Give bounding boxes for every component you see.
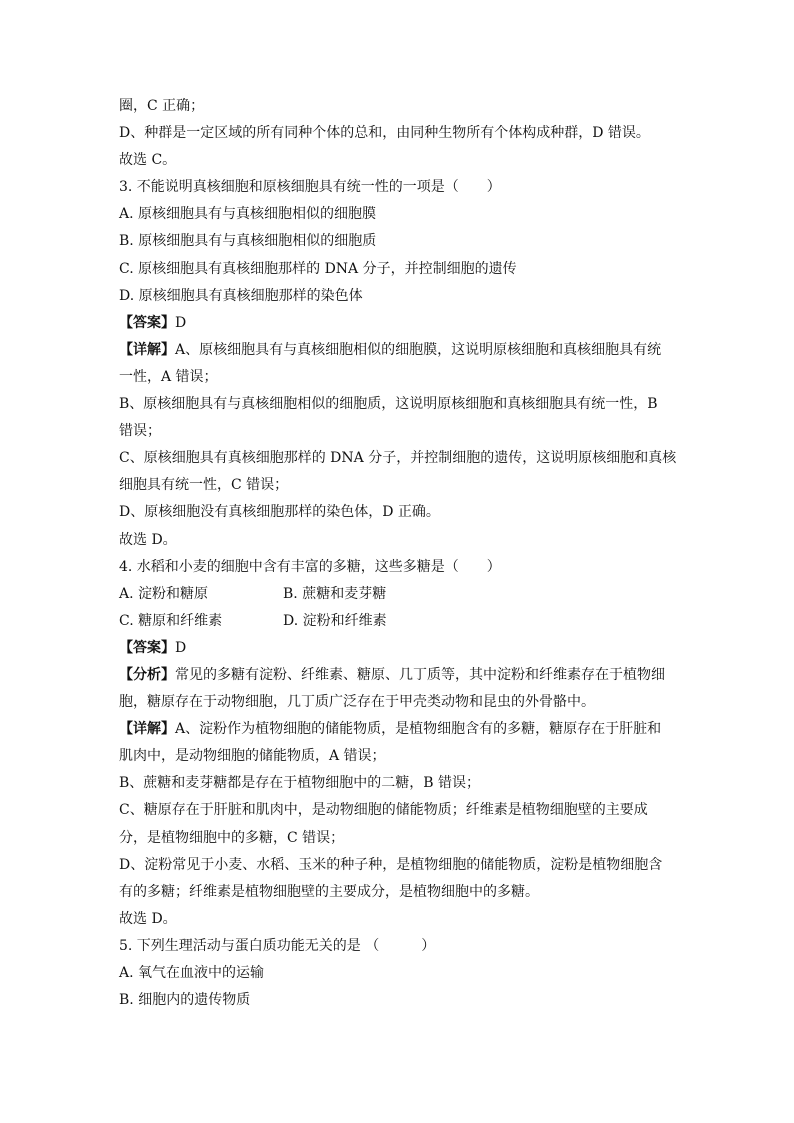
text-line: 胞，糖原存在于动物细胞，几丁质广泛存在于甲壳类动物和昆虫的外骨骼中。 (119, 694, 595, 711)
answer-tag: 【答案】 (119, 639, 175, 656)
question-3-stem: 3. 不能说明真核细胞和原核细胞具有统一性的一项是（ ） (119, 179, 501, 196)
question-4-analysis (119, 662, 679, 689)
text-line: 细胞具有统一性，C 错误； (119, 477, 289, 494)
answer-tag: 【答案】 (119, 314, 175, 331)
question-3-option-d: D. 原核细胞具有真核细胞那样的染色体 (119, 287, 363, 304)
text-line: B、蔗糖和麦芽糖都是存在于植物细胞中的二糖，B 错误； (119, 775, 481, 792)
question-4-option-a: A. 淀粉和糖原 (119, 585, 209, 602)
question-4-stem: 4. 水稻和小麦的细胞中含有丰富的多糖，这些多糖是（ ） (119, 558, 501, 575)
answer-value: D (175, 314, 187, 331)
question-3-option-c: C. 原核细胞具有真核细胞那样的 DNA 分子，并控制细胞的遗传 (119, 260, 517, 277)
question-4-explanation (119, 716, 679, 743)
question-5-option-a: A. 氧气在血液中的运输 (119, 965, 265, 981)
question-3-option-b: B. 原核细胞具有与真核细胞相似的细胞质 (119, 233, 377, 250)
question-4-options-row (119, 608, 679, 635)
question-5-option-b: B. 细胞内的遗传物质 (119, 992, 251, 1009)
answer-value: D (175, 639, 187, 656)
text-line: 有的多糖；纤维素是植物细胞壁的主要成分，是植物细胞中的多糖。 (119, 883, 539, 900)
text-line: 圈，C 正确； (119, 98, 205, 114)
question-3-explanation (119, 337, 679, 364)
text-line: D、淀粉常见于小麦、水稻、玉米的种子种，是植物细胞的储能物质，淀粉是植物细胞含 (119, 856, 663, 873)
question-4-option-b: B. 蔗糖和麦芽糖 (283, 585, 387, 602)
text-line: C、糖原存在于肝脏和肌肉中，是动物细胞的储能物质；纤维素是植物细胞壁的主要成 (119, 802, 648, 819)
text-line: 肌肉中，是动物细胞的储能物质，A 错误； (119, 748, 386, 765)
text-line: 故选 D。 (119, 531, 177, 548)
text-line: 分，是植物细胞中的多糖，C 错误； (119, 829, 345, 846)
text-line: C、原核细胞具有真核细胞那样的 DNA 分子，并控制细胞的遗传，这说明原核细胞和真核 (119, 450, 677, 467)
question-5-stem: 5. 下列生理活动与蛋白质功能无关的是 （ ） (119, 937, 436, 954)
explanation-tag: 【详解】 (119, 341, 175, 358)
text-line: D、种群是一定区域的所有同种个体的总和，由同种生物所有个体构成种群，D 错误。 (119, 125, 650, 142)
question-3-answer (119, 310, 679, 337)
question-4-options-row (119, 581, 679, 608)
document-body (119, 93, 679, 1014)
analysis-text: 常见的多糖有淀粉、纤维素、糖原、几丁质等，其中淀粉和纤维素存在于植物细 (175, 666, 665, 683)
explanation-text: A、淀粉作为植物细胞的储能物质，是植物细胞含有的多糖，糖原存在于肝脏和 (175, 721, 662, 738)
text-line: 故选 C。 (119, 152, 177, 169)
question-4-option-c: C. 糖原和纤维素 (119, 612, 223, 629)
text-line: B、原核细胞具有与真核细胞相似的细胞质，这说明原核细胞和真核细胞具有统一性，B (119, 396, 658, 413)
question-4-option-d: D. 淀粉和纤维素 (283, 612, 387, 629)
analysis-tag: 【分析】 (119, 666, 175, 683)
question-4-answer (119, 635, 679, 662)
question-3-option-a: A. 原核细胞具有与真核细胞相似的细胞膜 (119, 206, 377, 223)
text-line: D、原核细胞没有真核细胞那样的染色体，D 正确。 (119, 504, 440, 521)
text-line: 一性，A 错误； (119, 368, 218, 385)
explanation-tag: 【详解】 (119, 721, 175, 738)
explanation-text: A、原核细胞具有与真核细胞相似的细胞膜，这说明原核细胞和真核细胞具有统 (175, 341, 662, 358)
text-line: 故选 D。 (119, 910, 177, 927)
text-line: 错误； (119, 423, 161, 440)
